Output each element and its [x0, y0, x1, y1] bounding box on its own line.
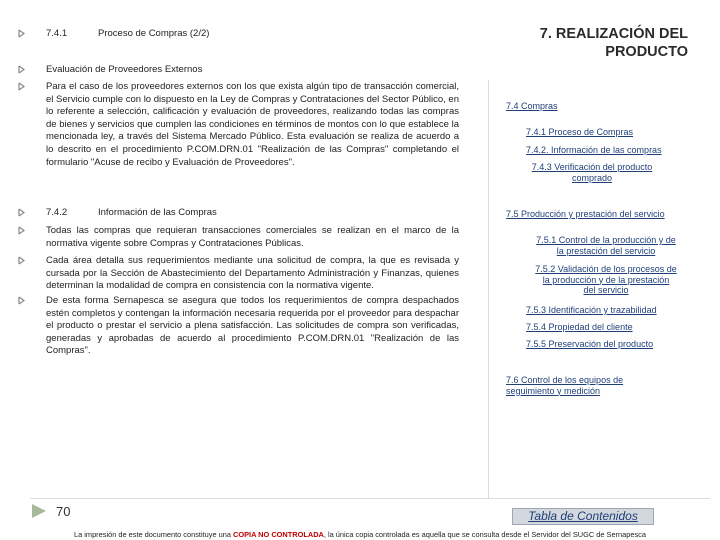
toc-link-line: comprado [571, 172, 613, 183]
toc-link-line: 7.6 Control de los equipos de [506, 375, 624, 385]
toc-link-line: del servicio [583, 285, 629, 295]
footer-uncontrolled-copy: COPIA NO CONTROLADA [233, 530, 324, 539]
toc-link-7-4-1[interactable]: 7.4.1 Proceso de Compras [526, 127, 634, 137]
toc-link-7-4-3[interactable] [522, 162, 662, 183]
chapter-title [458, 25, 688, 61]
bullet-icon [18, 29, 30, 38]
paragraph: Cada área detalla sus requerimientos mediante una solicitud de compra, la que es revisada y cursada por la Sección de Abastecimiento del Departamento Administración y Finanzas, quienes determinan la modalidad de compra en consistencia con la normativa vigente. [46, 255, 459, 292]
toc-link-7-6[interactable] [506, 375, 623, 396]
page-number: 70 [56, 504, 71, 519]
footer-text: , la única copia controlada es aquella que se consulta desde el Servidor del SUGC de Sernapesca [323, 530, 646, 539]
toc-link-7-5-5[interactable]: 7.5.5 Preservación del producto [526, 339, 654, 349]
toc-link-line: 7.5.1 Control de la producción y de [536, 235, 676, 245]
toc-link-7-4-2[interactable]: 7.4.2. Información de las compras [526, 145, 662, 155]
toc-link-line: seguimiento y medición [506, 385, 601, 396]
toc-link-7-5-2[interactable] [522, 264, 690, 296]
toc-link-line: 7.4.3 Verificación del producto [531, 162, 653, 172]
chapter-title-line: PRODUCTO [605, 44, 688, 60]
chapter-title-line: 7. REALIZACIÓN DEL [539, 26, 688, 42]
toc-link-7-5-3[interactable]: 7.5.3 Identificación y trazabilidad [526, 305, 657, 315]
page-arrow-icon [30, 503, 48, 524]
paragraph: Para el caso de los proveedores externos con los que exista algún tipo de transacción comercial, el Servicio cumple con lo dispuesto en la Ley de Compras y Contrataciones del Sector Público, en lo referente a selección, calificación y evaluación de proveedores, realizando todas las compras de bienes y servicios que cumplen las condiciones en términos de montos con lo que establece la mencionada ley, a través del Sistema Mercado Público. Esta evaluación se realiza de acuerdo a lo descrito en el procedimiento P.COM.DRN.01 "Realización de las Compras" completando el formulario "Acuse de recibo y Evaluación de Proveedores". [46, 81, 459, 168]
toc-link-7-5-4[interactable]: 7.5.4 Propiedad del cliente [526, 322, 633, 332]
footer-divider [30, 498, 710, 499]
section-number: 7.4.2 [46, 207, 68, 218]
footer-notice [0, 530, 720, 539]
toc-link-7-5-1[interactable] [522, 235, 690, 256]
paragraph: Todas las compras que requieran transacciones comerciales se realizan en el marco de la normativa vigente sobre Compras y Contrataciones Públicas. [46, 225, 459, 249]
subheading: Evaluación de Proveedores Externos [46, 64, 203, 75]
bullet-icon [18, 82, 30, 91]
footer-text: La impresión de este documento constituye una [74, 530, 233, 539]
toc-link-7-4[interactable]: 7.4 Compras [506, 101, 558, 111]
toc-link-line: la producción y de la prestación [542, 274, 670, 285]
column-divider [488, 80, 489, 498]
bullet-icon [18, 208, 30, 217]
bullet-icon [18, 296, 30, 305]
paragraph: De esta forma Sernapesca se asegura que todos los requerimientos de compra despachados estén completos y contengan la información necesaria requerida por el proveedor para despachar el producto o prestar el servicio a plena satisfacción. Las solicitudes de compra son verificadas, generadas y aprobadas de acuerdo al procedimiento P.COM.DRN.01 "Realización de las Compras". [46, 295, 459, 357]
section-title: Información de las Compras [98, 207, 217, 218]
section-number: 7.4.1 [46, 28, 68, 39]
toc-link-7-5[interactable]: 7.5 Producción y prestación del servicio [506, 209, 665, 219]
toc-link-line: 7.5.2 Validación de los procesos de [535, 264, 677, 274]
bullet-icon [18, 226, 30, 235]
bullet-icon [18, 65, 30, 74]
table-of-contents-button[interactable]: Tabla de Contenidos [512, 508, 654, 525]
toc-link-line: la prestación del servicio [556, 245, 656, 256]
bullet-icon [18, 256, 30, 265]
section-title: Proceso de Compras (2/2) [98, 28, 210, 39]
